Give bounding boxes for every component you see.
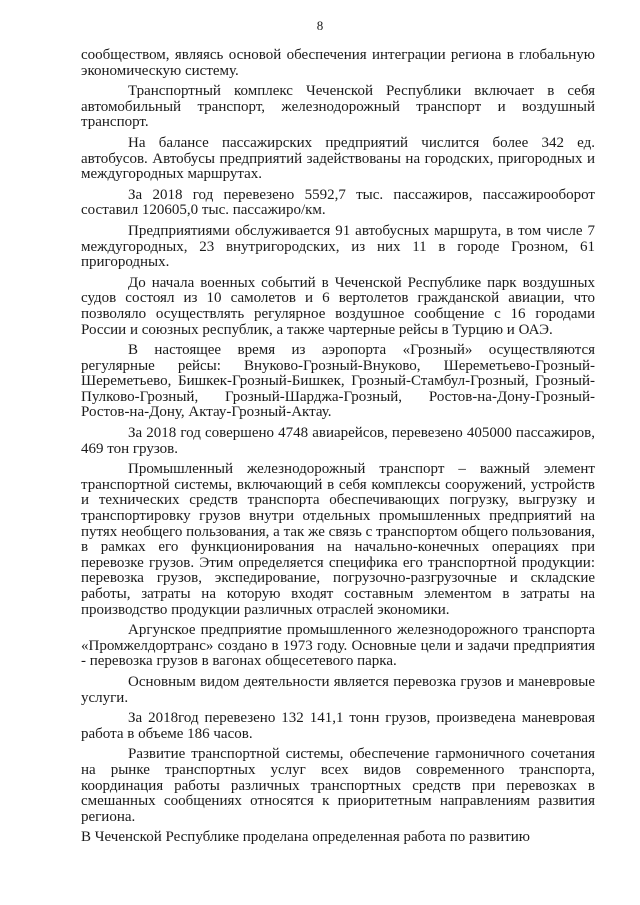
paragraph-cargo-2018: За 2018год перевезено 132 141,1 тонн грузов, произведена маневровая работа в объеме 186 часов. <box>81 710 595 742</box>
paragraph-industrial-railway: Промышленный железнодорожный транспорт – важный элемент транспортной системы, включающий в себя комплексы сооружений, устройств и технических средств транспорта обеспечивающих погрузку, выгрузку и транспортировку грузов внутри отдельных промышленных предприятий на путях необщего пользования, а так же связь с транспортом общего пользования, в рамках его функционирования на начально-конечных операциях при перевозке грузов. Этим определяется специфика его транспортной продукции: перевозка грузов, экспедирование, погрузочно-разгрузочные и складские работы, затраты на которую входят составным элементом в затраты на производство продукции различных отраслей экономики. <box>81 461 595 618</box>
paragraph-transport-development: Развитие транспортной системы, обеспечение гармоничного сочетания на рынке транспортных услуг всех видов современного транспорта, координация работы различных транспортных средств при перевозках в смешанных сообщениях относятся к приоритетным направлениям развития региона. <box>81 746 595 825</box>
paragraph-transport-complex: Транспортный комплекс Чеченской Республики включает в себя автомобильный транспорт, железнодорожный транспорт и воздушный транспорт. <box>81 83 595 131</box>
paragraph-passengers-2018: За 2018 год перевезено 5592,7 тыс. пассажиров, пассажирооборот составил 120605,0 тыс. пассажиро/км. <box>81 186 595 219</box>
paragraph-chechen-work: В Чеченской Республике проделана определенная работа по развитию <box>81 829 530 846</box>
paragraph-main-activity: Основным видом деятельности является перевозка грузов и маневровые услуги. <box>81 673 595 706</box>
paragraph-buses: На балансе пассажирских предприятий числится более 342 ед. автобусов. Автобусы предприятий задействованы на городских, пригородных и междугородных маршрутах. <box>81 134 595 183</box>
paragraph-continuation: сообществом, являясь основой обеспечения интеграции региона в глобальную экономическую систему. <box>81 47 595 79</box>
paragraph-bus-routes: Предприятиями обслуживается 91 автобусных маршрута, в том числе 7 междугородных, 23 внутригородских, из них 11 в городе Грозном, 61 пригородных. <box>81 222 595 271</box>
paragraph-airport-flights: В настоящее время из аэропорта «Грозный» осуществляются регулярные рейсы: Внуково-Грозный-Внуково, Шереметьево-Грозный-Шереметьево, Бишкек-Грозный-Бишкек, Грозный-Стамбул-Грозный, Грозный-Пулково-Грозный, Грозный-Шарджа-Грозный, Ростов-на-Дону-Грозный-Ростов-на-Дону, Актау-Грозный-Актау. <box>81 342 595 421</box>
document-body <box>81 48 595 846</box>
paragraph-flights-2018: За 2018 год совершено 4748 авиарейсов, перевезено 405000 пассажиров, 469 тон грузов. <box>81 425 595 457</box>
page-number: 8 <box>316 18 324 33</box>
paragraph-aircraft-fleet: До начала военных событий в Чеченской Республике парк воздушных судов состоял из 10 самолетов и 6 вертолетов гражданской авиации, что позволяло осуществлять регулярное воздушное сообщение с 16 городами России и союзных республик, а также чартерные рейсы в Турцию и ОАЭ. <box>81 274 595 338</box>
paragraph-argun-enterprise: Аргунское предприятие промышленного железнодорожного транспорта «Промжелдортранс» создано в 1973 году. Основные цели и задачи предприятия - перевозка грузов в вагонах общесетевого парка. <box>81 622 595 670</box>
